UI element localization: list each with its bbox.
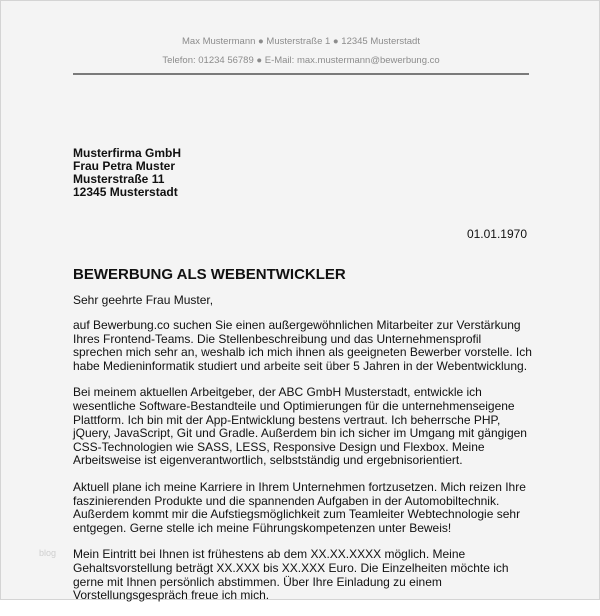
recipient-address xyxy=(73,147,181,199)
recipient-contact: Frau Petra Muster xyxy=(73,159,176,173)
letter-subject: BEWERBUNG ALS WEBENTWICKLER xyxy=(73,266,346,283)
sender-contact: Telefon: 01234 56789 ● E-Mail: max.mustermann@bewerbung.co xyxy=(162,55,440,66)
salutation: Sehr geehrte Frau Muster, xyxy=(73,293,214,307)
body-paragraph: Aktuell plane ich meine Karriere in Ihrem Unternehmen fortzusetzen. Mich reizen Ihre faszinierenden Produkte und die spannenden Aufgaben in der Automobiltechnik. Außerdem kommt mir die Aufstiegsmöglichkeit zum Teamleiter Webtechnologie sehr entgegen. Gerne stelle ich meine Führungskompetenzen unter Beweis! xyxy=(73,479,526,535)
letter-body xyxy=(73,319,533,616)
watermark: blog xyxy=(39,548,57,558)
header-divider xyxy=(73,73,529,75)
recipient-city: 12345 Musterstadt xyxy=(73,185,178,199)
sender-name-address: Max Mustermann ● Musterstraße 1 ● 12345 Musterstadt xyxy=(182,36,420,47)
body-paragraph: auf Bewerbung.co suchen Sie einen außergewöhnlichen Mitarbeiter zur Verstärkung Ihres Frontend-Teams. Die Stellenbeschreibung und das Unternehmensprofil sprechen mich sehr an, weshalb ich mich ihnen als geeigneten Bewerber vorstelle. Ich habe Medieninformatik studiert und arbeite seit über 5 Jahren in der Webentwicklung. xyxy=(73,318,532,373)
body-paragraph: Mein Eintritt bei Ihnen ist frühestens ab dem XX.XX.XXXX möglich. Meine Gehaltsvorstellung beträgt XX.XXX bis XX.XXX Euro. Die Einzelheiten möchte ich gerne mit Ihnen persönlich abstimmen. Über Ihre Einladung zu einem Vorstellungsgespräch freue ich mich. xyxy=(73,547,509,603)
recipient-street: Musterstraße 11 xyxy=(73,172,165,186)
body-paragraph: Bei meinem aktuellen Arbeitgeber, der ABC GmbH Musterstadt, entwickle ich wesentliche Software-Bestandteile und Optimierungen für die unternehmenseigene Plattform. Ich bin mit der App-Entwicklung bestens vertraut. Ich beherrsche PHP, jQuery, JavaScript, Git und Gradle. Außerdem bin ich sicher im Umgang mit gängigen CSS-Technologien wie SASS, LESS, Responsive Design und Flexbox. Meine Arbeitsweise ist eigenverantwortlich, selbstständig und ergebnisorientiert. xyxy=(73,385,527,468)
recipient-company: Musterfirma GmbH xyxy=(73,146,182,160)
letter-date: 01.01.1970 xyxy=(466,227,527,241)
